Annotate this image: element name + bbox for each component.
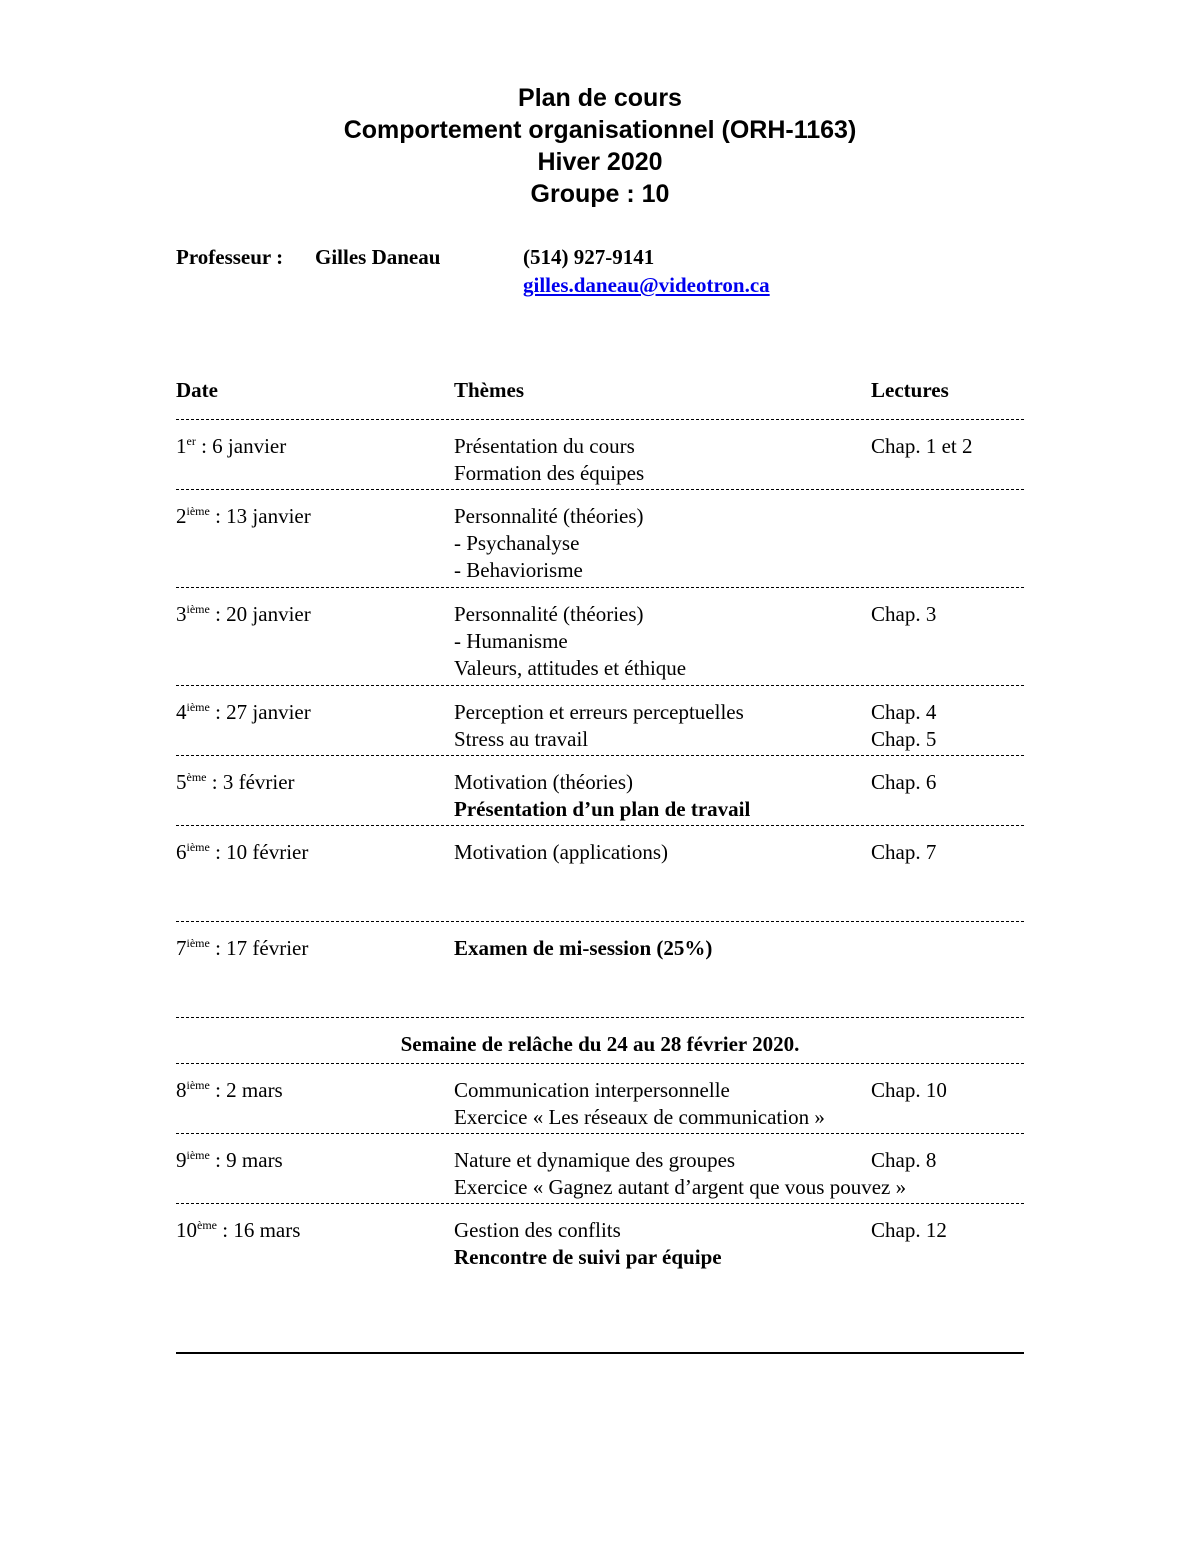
session-number: 4 (176, 700, 187, 724)
row-date (176, 935, 308, 962)
title-block (0, 82, 1200, 210)
schedule-table (176, 377, 1024, 1271)
reading-line: Chap. 10 (871, 1078, 947, 1102)
session-date: : 2 mars (209, 1078, 283, 1102)
dashed-separator (176, 489, 1024, 491)
course-name: Comportement organisationnel (ORH-1163) (343, 116, 857, 144)
theme-line: Motivation (applications) (454, 840, 669, 864)
theme-line: Examen de mi-session (25%) (454, 936, 713, 960)
dashed-separator (176, 1063, 1024, 1065)
reading-line: Chap. 7 (871, 840, 937, 864)
row-readings (871, 699, 936, 753)
table-header (176, 377, 1024, 405)
row-themes (454, 433, 644, 487)
table-row (176, 839, 1024, 919)
header-date: Date (176, 378, 218, 402)
session-date: : 9 mars (209, 1148, 283, 1172)
reading-line: Chap. 12 (871, 1218, 947, 1242)
row-readings (871, 433, 972, 460)
session-ordinal: ième (186, 840, 210, 854)
theme-line: Personnalité (théories) (454, 504, 644, 528)
row-date (176, 1077, 283, 1104)
reading-line: Chap. 6 (871, 770, 937, 794)
row-themes (454, 1217, 722, 1271)
session-ordinal: ième (186, 602, 210, 616)
professor-phone: (514) 927-9141 (523, 245, 655, 269)
theme-line: Présentation du cours (454, 434, 635, 458)
session-number: 9 (176, 1148, 187, 1172)
table-row (176, 601, 1024, 683)
table-row (176, 935, 1024, 1015)
row-themes (454, 503, 644, 584)
session-date: : 16 mars (217, 1218, 301, 1242)
dashed-separator (176, 755, 1024, 757)
reading-line: Chap. 5 (871, 727, 937, 751)
group: Groupe : 10 (530, 180, 670, 208)
table-row (176, 433, 1024, 487)
row-date (176, 699, 311, 726)
bottom-rule (176, 1352, 1024, 1354)
theme-line: Motivation (théories) (454, 770, 634, 794)
professor-email-link[interactable]: gilles.daneau@videotron.ca (523, 273, 770, 297)
theme-line: - Humanisme (454, 629, 568, 653)
theme-line: Rencontre de suivi par équipe (454, 1245, 722, 1269)
term: Hiver 2020 (537, 148, 663, 176)
session-number: 10 (176, 1218, 197, 1242)
theme-line: Formation des équipes (454, 461, 645, 485)
dashed-separator (176, 1203, 1024, 1205)
session-ordinal: ème (186, 770, 207, 784)
session-ordinal: er (186, 434, 196, 448)
row-readings (871, 1147, 936, 1174)
row-date (176, 433, 286, 460)
row-readings (871, 839, 936, 866)
row-themes (454, 935, 712, 962)
header-readings: Lectures (871, 378, 949, 402)
row-date (176, 1217, 300, 1244)
theme-line: Exercice « Gagnez autant d’argent que vous pouvez » (454, 1175, 907, 1199)
session-ordinal: ième (186, 504, 210, 518)
row-themes (454, 1147, 906, 1201)
session-number: 6 (176, 840, 187, 864)
theme-line: Personnalité (théories) (454, 602, 644, 626)
theme-line: Valeurs, attitudes et éthique (454, 656, 687, 680)
dashed-separator (176, 921, 1024, 923)
row-date (176, 769, 295, 796)
theme-line: Stress au travail (454, 727, 589, 751)
row-readings (871, 601, 936, 628)
reading-line: Chap. 3 (871, 602, 937, 626)
session-ordinal: ième (186, 1148, 210, 1162)
session-date: : 10 février (209, 840, 309, 864)
session-date: : 13 janvier (209, 504, 311, 528)
session-number: 7 (176, 936, 187, 960)
session-number: 2 (176, 504, 187, 528)
session-number: 3 (176, 602, 187, 626)
dashed-separator (176, 587, 1024, 589)
session-date: : 3 février (206, 770, 295, 794)
table-row (176, 1147, 1024, 1201)
row-themes (454, 1077, 825, 1131)
session-date: : 6 janvier (195, 434, 287, 458)
doc-title: Plan de cours (518, 84, 682, 112)
table-row (176, 503, 1024, 585)
dashed-separator (176, 825, 1024, 827)
professor-label: Professeur : (176, 245, 284, 269)
session-number: 8 (176, 1078, 187, 1102)
theme-line: - Behaviorisme (454, 558, 583, 582)
theme-line: Nature et dynamique des groupes (454, 1148, 736, 1172)
row-themes (454, 601, 686, 682)
session-date: : 27 janvier (209, 700, 311, 724)
dashed-separator (176, 419, 1024, 421)
table-rows (176, 419, 1024, 1271)
session-date: : 20 janvier (209, 602, 311, 626)
dashed-separator (176, 1017, 1024, 1019)
row-themes (454, 699, 744, 753)
reading-line: Chap. 8 (871, 1148, 937, 1172)
theme-line: Perception et erreurs perceptuelles (454, 700, 744, 724)
theme-line: Exercice « Les réseaux de communication » (454, 1105, 825, 1129)
professor-name: Gilles Daneau (315, 245, 441, 269)
session-number: 1 (176, 434, 187, 458)
table-row (176, 1077, 1024, 1131)
row-readings (871, 1077, 947, 1104)
table-row (176, 699, 1024, 753)
table-row (176, 1217, 1024, 1271)
theme-line: - Psychanalyse (454, 531, 580, 555)
theme-line: Présentation d’un plan de travail (454, 797, 751, 821)
row-readings (871, 1217, 947, 1244)
theme-line: Communication interpersonnelle (454, 1078, 730, 1102)
dashed-separator (176, 685, 1024, 687)
table-row (176, 769, 1024, 823)
row-date (176, 601, 311, 628)
session-number: 5 (176, 770, 187, 794)
row-date (176, 839, 308, 866)
session-ordinal: ième (186, 936, 210, 950)
row-readings (871, 769, 936, 796)
spring-break-note: Semaine de relâche du 24 au 28 février 2020. (400, 1032, 800, 1056)
row-themes (454, 839, 668, 866)
dashed-separator (176, 1133, 1024, 1135)
session-ordinal: ième (186, 700, 210, 714)
theme-line: Gestion des conflits (454, 1218, 621, 1242)
header-themes: Thèmes (454, 378, 524, 402)
session-date: : 17 février (209, 936, 309, 960)
row-date (176, 503, 311, 530)
reading-line: Chap. 4 (871, 700, 937, 724)
session-ordinal: ième (186, 1078, 210, 1092)
row-date (176, 1147, 283, 1174)
session-ordinal: ème (197, 1218, 217, 1232)
reading-line: Chap. 1 et 2 (871, 434, 973, 458)
row-themes (454, 769, 750, 823)
